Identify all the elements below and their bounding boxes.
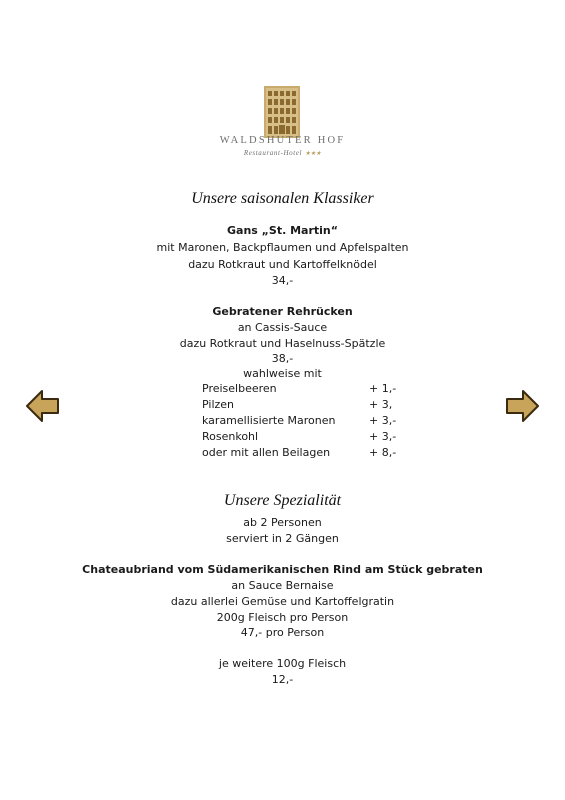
dish-description: dazu Rotkraut und Kartoffelknödel <box>188 258 377 271</box>
extra-portion-price: 12,- <box>271 673 294 686</box>
left-arrow-icon[interactable] <box>26 389 60 423</box>
right-arrow-icon[interactable] <box>505 389 539 423</box>
specialty-note: ab 2 Personen <box>243 516 322 529</box>
star-rating: ★★★ <box>305 151 322 157</box>
hotel-building-logo <box>264 86 300 138</box>
specialty-note: serviert in 2 Gängen <box>226 532 339 545</box>
dish-title-chateaubriand: Chateaubriand vom Südamerikanischen Rind am Stück gebraten <box>82 563 483 576</box>
dish-price: 38,- <box>271 352 294 365</box>
dish-portion: 200g Fleisch pro Person <box>216 611 349 624</box>
dish-description: an Sauce Bernaise <box>231 579 334 592</box>
side-option-price: + 8,- <box>369 446 397 459</box>
dish-price: 47,- pro Person <box>240 626 325 639</box>
side-option-name: oder mit allen Beilagen <box>202 446 331 459</box>
section-heading-classics: Unsere saisonalen Klassiker <box>191 190 374 207</box>
dish-description: dazu allerlei Gemüse und Kartoffelgratin <box>170 595 395 608</box>
side-option-name: Rosenkohl <box>202 430 259 443</box>
section-heading-specialty: Unsere Spezialität <box>223 492 342 509</box>
brand-subtitle <box>0 149 565 157</box>
side-option-price: + 1,- <box>369 382 397 395</box>
brand-name: WALDSHUTER HOF <box>219 135 346 146</box>
dish-description: mit Maronen, Backpflaumen und Apfelspalten <box>156 241 409 254</box>
side-option-name: karamellisierte Maronen <box>202 414 336 427</box>
side-option-name: Pilzen <box>202 398 235 411</box>
side-option-name: Preiselbeeren <box>202 382 277 395</box>
dish-title-rehruecken: Gebratener Rehrücken <box>212 305 353 318</box>
side-option-price: + 3,- <box>369 414 397 427</box>
dish-price: 34,- <box>271 274 294 287</box>
dish-description: dazu Rotkraut und Haselnuss-Spätzle <box>179 337 386 350</box>
options-label: wahlweise mit <box>243 367 322 380</box>
brand-subtitle-text: Restaurant-Hotel <box>243 149 303 157</box>
dish-title-gans: Gans „St. Martin“ <box>227 224 338 237</box>
dish-description: an Cassis-Sauce <box>237 321 328 334</box>
side-option-price: + 3,- <box>369 430 397 443</box>
extra-portion-label: je weitere 100g Fleisch <box>218 657 347 670</box>
side-option-price: + 3, <box>369 398 393 411</box>
